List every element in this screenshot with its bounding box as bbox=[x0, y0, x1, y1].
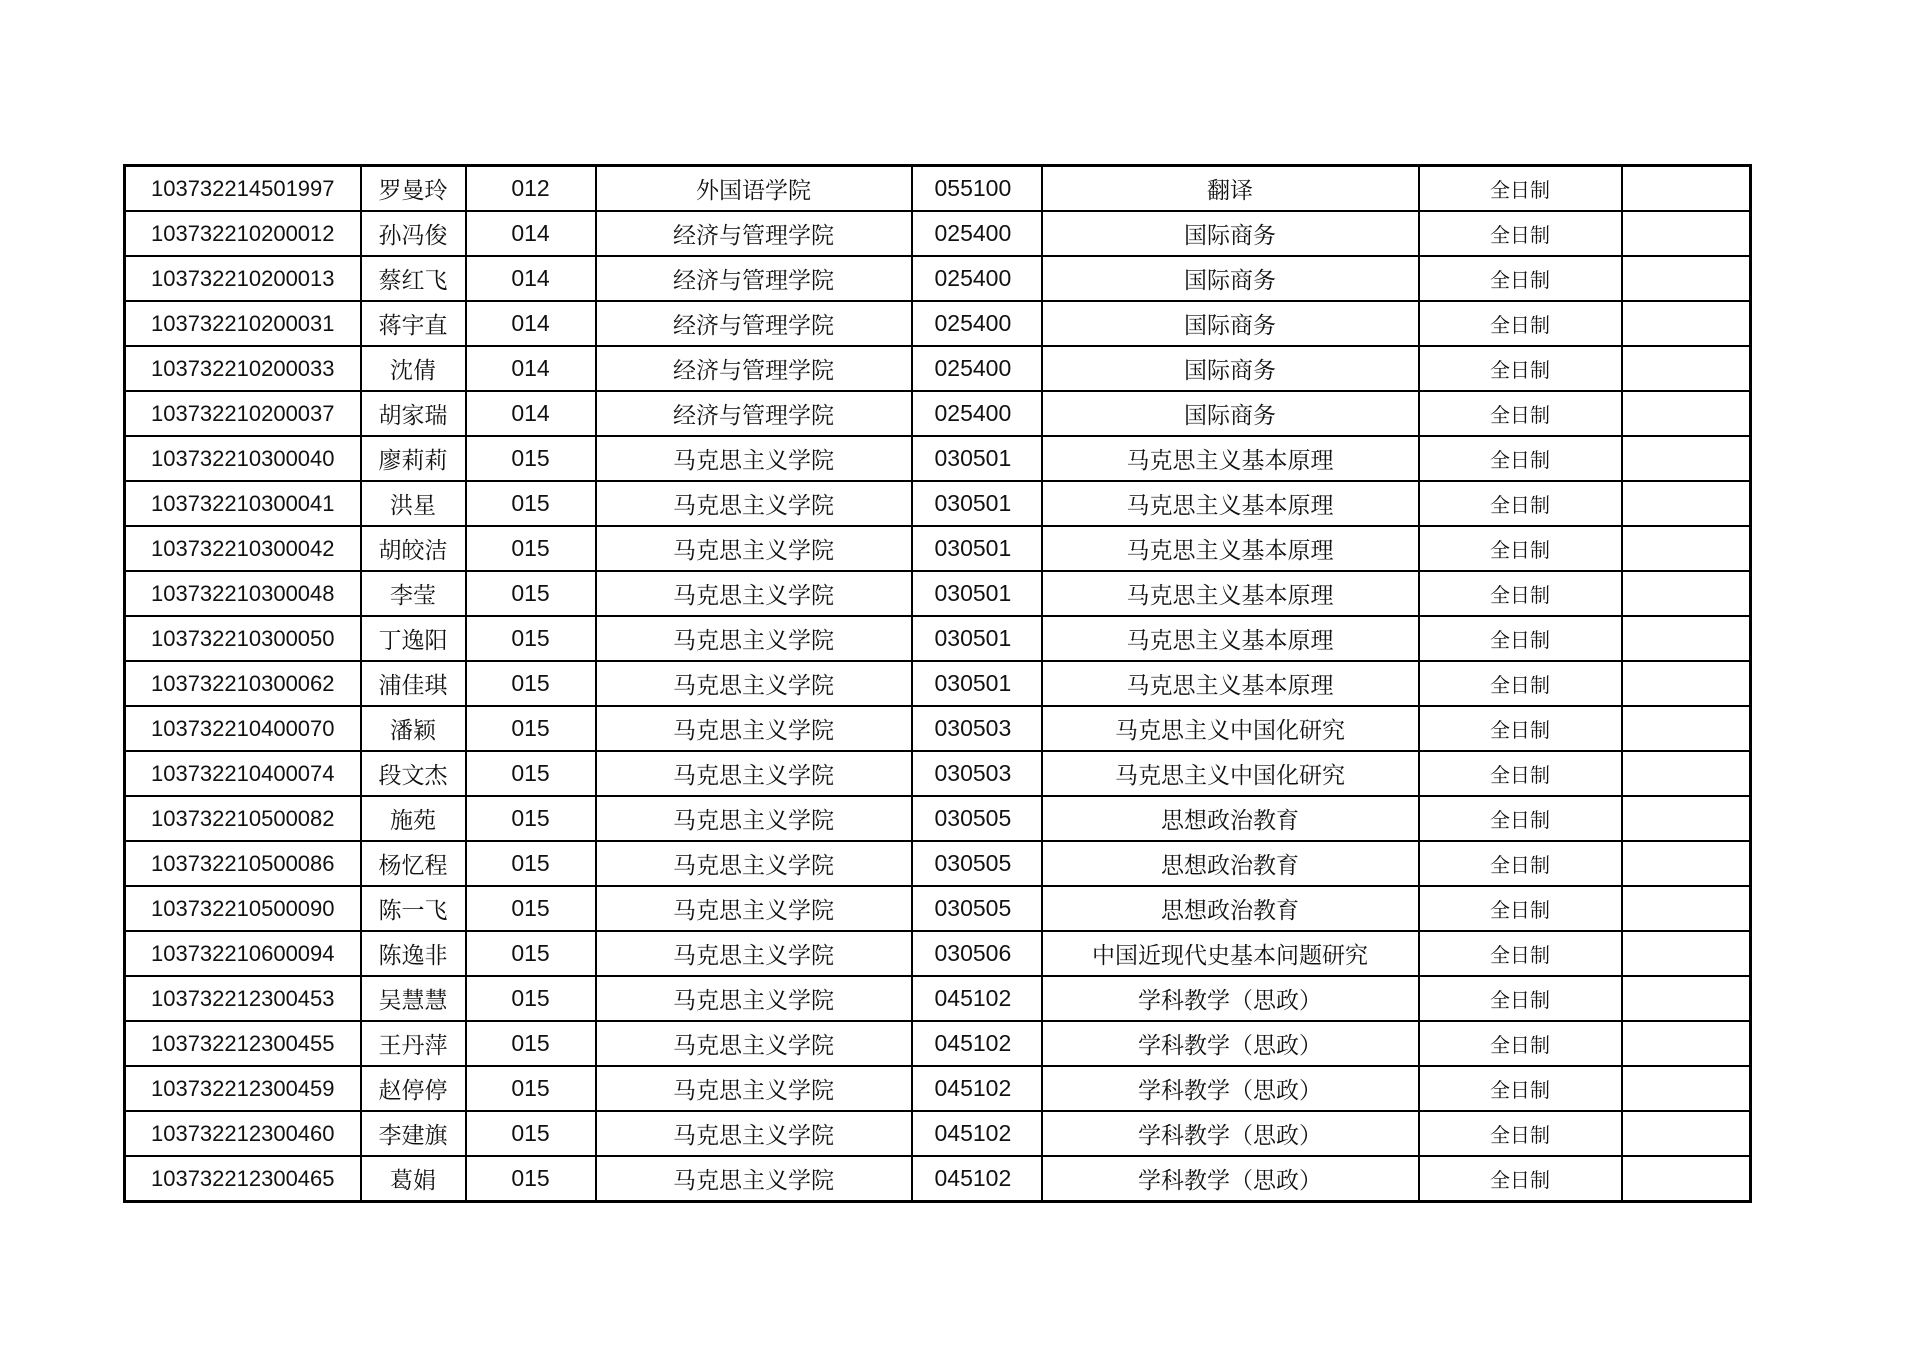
table-row bbox=[125, 346, 1751, 391]
major-code-cell: 030501 bbox=[912, 571, 1042, 616]
table-row bbox=[125, 706, 1751, 751]
major-cell: 国际商务 bbox=[1042, 256, 1419, 301]
college-cell: 马克思主义学院 bbox=[596, 616, 912, 661]
name-cell: 洪星 bbox=[361, 481, 466, 526]
study-mode-cell: 全日制 bbox=[1419, 796, 1622, 841]
major-code-cell: 030505 bbox=[912, 796, 1042, 841]
major-code-cell: 025400 bbox=[912, 211, 1042, 256]
note-cell bbox=[1622, 976, 1751, 1021]
table-row bbox=[125, 1156, 1751, 1202]
college-code-cell: 015 bbox=[466, 841, 596, 886]
college-code-cell: 015 bbox=[466, 706, 596, 751]
college-cell: 马克思主义学院 bbox=[596, 751, 912, 796]
major-code-cell: 025400 bbox=[912, 256, 1042, 301]
note-cell bbox=[1622, 1021, 1751, 1066]
major-code-cell: 045102 bbox=[912, 1021, 1042, 1066]
name-cell: 段文杰 bbox=[361, 751, 466, 796]
college-code-cell: 015 bbox=[466, 1111, 596, 1156]
major-code-cell: 030501 bbox=[912, 526, 1042, 571]
major-code-cell: 030506 bbox=[912, 931, 1042, 976]
major-cell: 学科教学（思政） bbox=[1042, 1021, 1419, 1066]
college-cell: 马克思主义学院 bbox=[596, 976, 912, 1021]
candidate-id-cell: 103732214501997 bbox=[125, 166, 361, 212]
study-mode-cell: 全日制 bbox=[1419, 1111, 1622, 1156]
note-cell bbox=[1622, 796, 1751, 841]
note-cell bbox=[1622, 391, 1751, 436]
college-code-cell: 015 bbox=[466, 436, 596, 481]
major-cell: 马克思主义基本原理 bbox=[1042, 436, 1419, 481]
major-code-cell: 045102 bbox=[912, 1066, 1042, 1111]
table-row bbox=[125, 841, 1751, 886]
study-mode-cell: 全日制 bbox=[1419, 301, 1622, 346]
major-cell: 学科教学（思政） bbox=[1042, 1066, 1419, 1111]
candidate-id-cell: 103732210400074 bbox=[125, 751, 361, 796]
name-cell: 王丹萍 bbox=[361, 1021, 466, 1066]
college-code-cell: 014 bbox=[466, 211, 596, 256]
name-cell: 沈倩 bbox=[361, 346, 466, 391]
major-cell: 马克思主义基本原理 bbox=[1042, 481, 1419, 526]
table-row bbox=[125, 526, 1751, 571]
roster-table-body bbox=[125, 166, 1751, 1202]
major-code-cell: 030501 bbox=[912, 661, 1042, 706]
college-code-cell: 015 bbox=[466, 661, 596, 706]
college-code-cell: 015 bbox=[466, 796, 596, 841]
major-cell: 国际商务 bbox=[1042, 346, 1419, 391]
table-row bbox=[125, 616, 1751, 661]
major-cell: 国际商务 bbox=[1042, 211, 1419, 256]
college-cell: 马克思主义学院 bbox=[596, 1021, 912, 1066]
college-code-cell: 014 bbox=[466, 391, 596, 436]
college-cell: 马克思主义学院 bbox=[596, 886, 912, 931]
major-cell: 中国近现代史基本问题研究 bbox=[1042, 931, 1419, 976]
candidate-id-cell: 103732210500086 bbox=[125, 841, 361, 886]
note-cell bbox=[1622, 526, 1751, 571]
name-cell: 罗曼玲 bbox=[361, 166, 466, 212]
note-cell bbox=[1622, 616, 1751, 661]
major-code-cell: 030503 bbox=[912, 751, 1042, 796]
major-cell: 思想政治教育 bbox=[1042, 886, 1419, 931]
candidate-id-cell: 103732210300048 bbox=[125, 571, 361, 616]
note-cell bbox=[1622, 1111, 1751, 1156]
study-mode-cell: 全日制 bbox=[1419, 706, 1622, 751]
college-cell: 经济与管理学院 bbox=[596, 391, 912, 436]
college-code-cell: 015 bbox=[466, 1021, 596, 1066]
note-cell bbox=[1622, 346, 1751, 391]
study-mode-cell: 全日制 bbox=[1419, 751, 1622, 796]
table-row bbox=[125, 751, 1751, 796]
note-cell bbox=[1622, 481, 1751, 526]
table-row bbox=[125, 571, 1751, 616]
college-cell: 马克思主义学院 bbox=[596, 931, 912, 976]
college-cell: 经济与管理学院 bbox=[596, 301, 912, 346]
note-cell bbox=[1622, 706, 1751, 751]
study-mode-cell: 全日制 bbox=[1419, 841, 1622, 886]
college-cell: 马克思主义学院 bbox=[596, 1111, 912, 1156]
note-cell bbox=[1622, 436, 1751, 481]
college-cell: 马克思主义学院 bbox=[596, 481, 912, 526]
table-row bbox=[125, 931, 1751, 976]
study-mode-cell: 全日制 bbox=[1419, 346, 1622, 391]
candidate-id-cell: 103732210300042 bbox=[125, 526, 361, 571]
candidate-id-cell: 103732210400070 bbox=[125, 706, 361, 751]
college-code-cell: 015 bbox=[466, 751, 596, 796]
college-cell: 经济与管理学院 bbox=[596, 256, 912, 301]
major-code-cell: 025400 bbox=[912, 346, 1042, 391]
major-cell: 马克思主义基本原理 bbox=[1042, 571, 1419, 616]
major-cell: 国际商务 bbox=[1042, 301, 1419, 346]
name-cell: 赵停停 bbox=[361, 1066, 466, 1111]
major-code-cell: 055100 bbox=[912, 166, 1042, 212]
table-row bbox=[125, 1111, 1751, 1156]
name-cell: 施苑 bbox=[361, 796, 466, 841]
table-row bbox=[125, 796, 1751, 841]
candidate-id-cell: 103732210200012 bbox=[125, 211, 361, 256]
major-code-cell: 030505 bbox=[912, 841, 1042, 886]
note-cell bbox=[1622, 166, 1751, 212]
college-code-cell: 015 bbox=[466, 481, 596, 526]
table-row bbox=[125, 661, 1751, 706]
college-code-cell: 015 bbox=[466, 976, 596, 1021]
college-code-cell: 015 bbox=[466, 1156, 596, 1202]
note-cell bbox=[1622, 211, 1751, 256]
name-cell: 陈逸非 bbox=[361, 931, 466, 976]
note-cell bbox=[1622, 751, 1751, 796]
college-code-cell: 015 bbox=[466, 886, 596, 931]
table-row bbox=[125, 1066, 1751, 1111]
table-row bbox=[125, 481, 1751, 526]
study-mode-cell: 全日制 bbox=[1419, 571, 1622, 616]
candidate-id-cell: 103732210300041 bbox=[125, 481, 361, 526]
college-cell: 马克思主义学院 bbox=[596, 526, 912, 571]
table-row bbox=[125, 436, 1751, 481]
college-cell: 马克思主义学院 bbox=[596, 661, 912, 706]
name-cell: 杨忆程 bbox=[361, 841, 466, 886]
candidate-id-cell: 103732210200037 bbox=[125, 391, 361, 436]
college-code-cell: 015 bbox=[466, 526, 596, 571]
name-cell: 胡皎洁 bbox=[361, 526, 466, 571]
major-code-cell: 045102 bbox=[912, 976, 1042, 1021]
major-code-cell: 030501 bbox=[912, 481, 1042, 526]
study-mode-cell: 全日制 bbox=[1419, 1156, 1622, 1202]
study-mode-cell: 全日制 bbox=[1419, 886, 1622, 931]
candidate-id-cell: 103732210300050 bbox=[125, 616, 361, 661]
note-cell bbox=[1622, 661, 1751, 706]
note-cell bbox=[1622, 1066, 1751, 1111]
candidate-id-cell: 103732212300453 bbox=[125, 976, 361, 1021]
college-code-cell: 015 bbox=[466, 571, 596, 616]
table-row bbox=[125, 211, 1751, 256]
name-cell: 吴慧慧 bbox=[361, 976, 466, 1021]
table-row bbox=[125, 301, 1751, 346]
candidate-id-cell: 103732210200031 bbox=[125, 301, 361, 346]
candidate-id-cell: 103732210600094 bbox=[125, 931, 361, 976]
college-cell: 马克思主义学院 bbox=[596, 571, 912, 616]
candidate-id-cell: 103732210300062 bbox=[125, 661, 361, 706]
note-cell bbox=[1622, 841, 1751, 886]
study-mode-cell: 全日制 bbox=[1419, 481, 1622, 526]
major-cell: 思想政治教育 bbox=[1042, 841, 1419, 886]
study-mode-cell: 全日制 bbox=[1419, 661, 1622, 706]
major-cell: 翻译 bbox=[1042, 166, 1419, 212]
name-cell: 廖莉莉 bbox=[361, 436, 466, 481]
name-cell: 胡家瑞 bbox=[361, 391, 466, 436]
major-cell: 马克思主义基本原理 bbox=[1042, 661, 1419, 706]
major-cell: 马克思主义基本原理 bbox=[1042, 616, 1419, 661]
major-cell: 马克思主义中国化研究 bbox=[1042, 751, 1419, 796]
college-cell: 经济与管理学院 bbox=[596, 211, 912, 256]
major-cell: 学科教学（思政） bbox=[1042, 1156, 1419, 1202]
table-row bbox=[125, 391, 1751, 436]
study-mode-cell: 全日制 bbox=[1419, 166, 1622, 212]
candidate-id-cell: 103732212300465 bbox=[125, 1156, 361, 1202]
study-mode-cell: 全日制 bbox=[1419, 931, 1622, 976]
college-code-cell: 015 bbox=[466, 931, 596, 976]
study-mode-cell: 全日制 bbox=[1419, 976, 1622, 1021]
major-code-cell: 025400 bbox=[912, 391, 1042, 436]
candidate-id-cell: 103732210200013 bbox=[125, 256, 361, 301]
table-row bbox=[125, 1021, 1751, 1066]
college-cell: 马克思主义学院 bbox=[596, 706, 912, 751]
candidate-id-cell: 103732210500082 bbox=[125, 796, 361, 841]
name-cell: 潘颖 bbox=[361, 706, 466, 751]
table-row bbox=[125, 886, 1751, 931]
candidate-id-cell: 103732210300040 bbox=[125, 436, 361, 481]
major-cell: 思想政治教育 bbox=[1042, 796, 1419, 841]
major-code-cell: 030501 bbox=[912, 616, 1042, 661]
table-row bbox=[125, 976, 1751, 1021]
candidate-id-cell: 103732210200033 bbox=[125, 346, 361, 391]
major-code-cell: 025400 bbox=[912, 301, 1042, 346]
note-cell bbox=[1622, 1156, 1751, 1202]
table-row bbox=[125, 166, 1751, 212]
name-cell: 蒋宇直 bbox=[361, 301, 466, 346]
major-code-cell: 030501 bbox=[912, 436, 1042, 481]
study-mode-cell: 全日制 bbox=[1419, 1021, 1622, 1066]
note-cell bbox=[1622, 571, 1751, 616]
college-code-cell: 015 bbox=[466, 616, 596, 661]
study-mode-cell: 全日制 bbox=[1419, 1066, 1622, 1111]
name-cell: 丁逸阳 bbox=[361, 616, 466, 661]
name-cell: 孙冯俊 bbox=[361, 211, 466, 256]
college-cell: 马克思主义学院 bbox=[596, 841, 912, 886]
name-cell: 蔡红飞 bbox=[361, 256, 466, 301]
candidate-id-cell: 103732212300455 bbox=[125, 1021, 361, 1066]
note-cell bbox=[1622, 931, 1751, 976]
college-cell: 马克思主义学院 bbox=[596, 1066, 912, 1111]
major-code-cell: 030503 bbox=[912, 706, 1042, 751]
major-cell: 马克思主义基本原理 bbox=[1042, 526, 1419, 571]
study-mode-cell: 全日制 bbox=[1419, 616, 1622, 661]
candidate-id-cell: 103732212300459 bbox=[125, 1066, 361, 1111]
name-cell: 李莹 bbox=[361, 571, 466, 616]
college-code-cell: 014 bbox=[466, 256, 596, 301]
major-code-cell: 030505 bbox=[912, 886, 1042, 931]
major-cell: 学科教学（思政） bbox=[1042, 976, 1419, 1021]
college-code-cell: 012 bbox=[466, 166, 596, 212]
major-cell: 国际商务 bbox=[1042, 391, 1419, 436]
college-code-cell: 015 bbox=[466, 1066, 596, 1111]
study-mode-cell: 全日制 bbox=[1419, 211, 1622, 256]
table-row bbox=[125, 256, 1751, 301]
study-mode-cell: 全日制 bbox=[1419, 526, 1622, 571]
study-mode-cell: 全日制 bbox=[1419, 436, 1622, 481]
major-code-cell: 045102 bbox=[912, 1111, 1042, 1156]
college-code-cell: 014 bbox=[466, 301, 596, 346]
name-cell: 葛娟 bbox=[361, 1156, 466, 1202]
major-cell: 学科教学（思政） bbox=[1042, 1111, 1419, 1156]
college-cell: 马克思主义学院 bbox=[596, 796, 912, 841]
college-cell: 经济与管理学院 bbox=[596, 346, 912, 391]
admission-roster-table bbox=[123, 164, 1752, 1203]
major-code-cell: 045102 bbox=[912, 1156, 1042, 1202]
major-cell: 马克思主义中国化研究 bbox=[1042, 706, 1419, 751]
note-cell bbox=[1622, 256, 1751, 301]
name-cell: 浦佳琪 bbox=[361, 661, 466, 706]
candidate-id-cell: 103732212300460 bbox=[125, 1111, 361, 1156]
name-cell: 李建旗 bbox=[361, 1111, 466, 1156]
study-mode-cell: 全日制 bbox=[1419, 391, 1622, 436]
note-cell bbox=[1622, 886, 1751, 931]
college-cell: 马克思主义学院 bbox=[596, 1156, 912, 1202]
college-code-cell: 014 bbox=[466, 346, 596, 391]
name-cell: 陈一飞 bbox=[361, 886, 466, 931]
note-cell bbox=[1622, 301, 1751, 346]
college-cell: 马克思主义学院 bbox=[596, 436, 912, 481]
candidate-id-cell: 103732210500090 bbox=[125, 886, 361, 931]
college-cell: 外国语学院 bbox=[596, 166, 912, 212]
study-mode-cell: 全日制 bbox=[1419, 256, 1622, 301]
